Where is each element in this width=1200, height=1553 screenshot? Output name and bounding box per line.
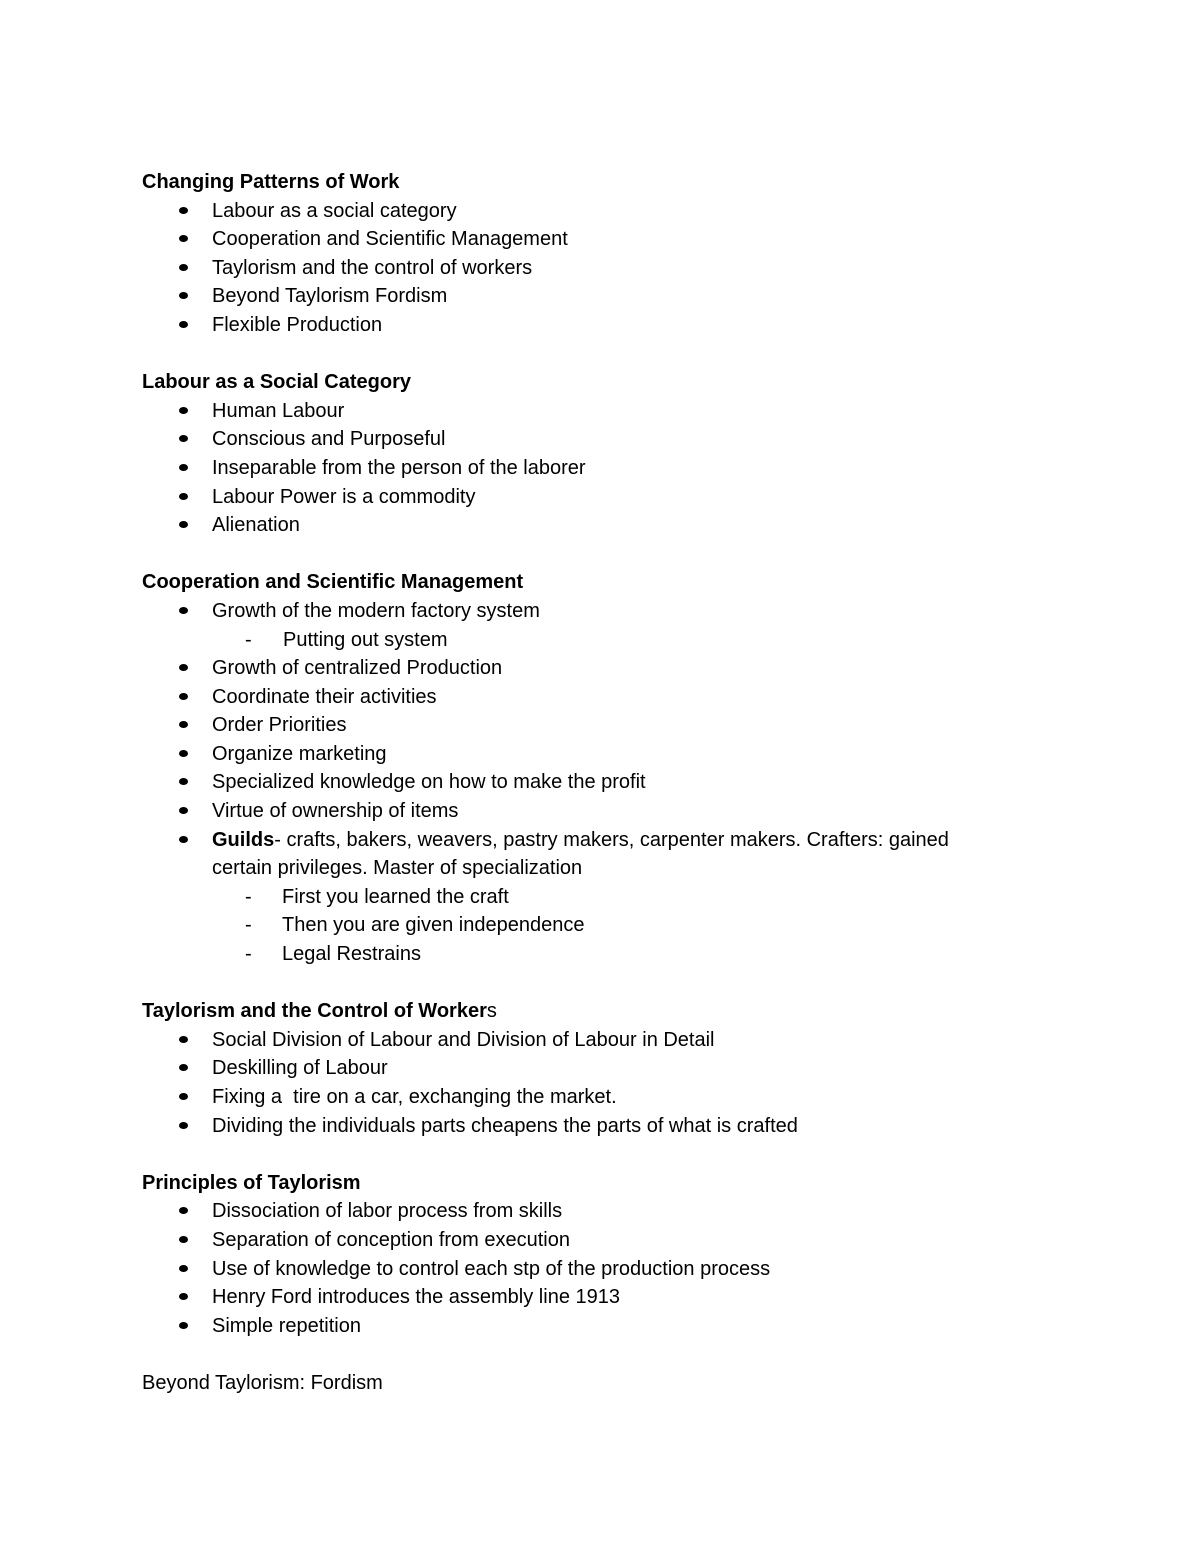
dash-icon: - — [245, 885, 252, 908]
bullet-icon — [179, 1293, 188, 1300]
dash-icon: - — [245, 943, 252, 966]
list-item: Labour as a social category — [142, 197, 1042, 226]
list-item: Inseparable from the person of the laborer — [142, 454, 1042, 483]
list-item: Conscious and Purposeful — [142, 425, 1042, 454]
bullet-icon — [179, 521, 188, 528]
sub-list-item: - Putting out system — [142, 626, 1042, 655]
bullet-icon — [179, 607, 188, 614]
section-heading-labour-social-category: Labour as a Social Category — [142, 371, 411, 394]
section-heading-principles-taylorism: Principles of Taylorism — [142, 1171, 361, 1194]
list-item: Labour Power is a commodity — [142, 483, 1042, 512]
list-item: Henry Ford introduces the assembly line 1913 — [142, 1283, 1042, 1312]
list-item: Growth of centralized Production — [142, 654, 1042, 683]
list-item: Growth of the modern factory system — [142, 597, 1042, 626]
list-item: Simple repetition — [142, 1312, 1042, 1341]
bullet-icon — [179, 1122, 188, 1129]
bullet-icon — [179, 836, 188, 843]
bullet-icon — [179, 407, 188, 414]
bullet-icon — [179, 235, 188, 242]
sub-list-item: - First you learned the craft — [142, 883, 1042, 912]
list-item: Use of knowledge to control each stp of the production process — [142, 1255, 1042, 1284]
list-item: Specialized knowledge on how to make the profit — [142, 768, 1042, 797]
section-heading-beyond-taylorism: Beyond Taylorism: Fordism — [142, 1371, 383, 1394]
section-heading-cooperation: Cooperation and Scientific Management — [142, 571, 524, 594]
list-item: Alienation — [142, 511, 1042, 540]
list-item: Taylorism and the control of workers — [142, 254, 1042, 283]
list-item: Coordinate their activities — [142, 683, 1042, 712]
bullet-icon — [179, 778, 188, 785]
bullet-list-labour-social-category — [142, 397, 1042, 540]
bullet-icon — [179, 1322, 188, 1329]
sub-list-item: - Then you are given independence — [142, 911, 1042, 940]
sub-list-guilds — [142, 883, 1042, 969]
bullet-icon — [179, 1207, 188, 1214]
list-item: Dividing the individuals parts cheapens the parts of what is crafted — [142, 1112, 1042, 1141]
list-item: Fixing a tire on a car, exchanging the market. — [142, 1083, 1042, 1112]
list-item-guilds: Guilds- crafts, bakers, weavers, pastry makers, carpenter makers. Crafters: gained certain privileges. Master of specialization — [142, 826, 1042, 883]
bullet-icon — [179, 292, 188, 299]
bullet-icon — [179, 321, 188, 328]
sub-list-item: - Legal Restrains — [142, 940, 1042, 969]
bullet-icon — [179, 693, 188, 700]
sub-list-putting-out — [142, 626, 1042, 655]
bullet-list-taylorism-control — [142, 1026, 1042, 1140]
bullet-icon — [179, 1236, 188, 1243]
bullet-icon — [179, 1093, 188, 1100]
section-heading-taylorism-control: Taylorism and the Control of Workers — [142, 1000, 497, 1023]
bullet-list-cooperation — [142, 597, 1042, 626]
bullet-icon — [179, 750, 188, 757]
list-item: Organize marketing — [142, 740, 1042, 769]
bullet-icon — [179, 721, 188, 728]
bullet-list-principles-taylorism — [142, 1197, 1042, 1340]
list-item: Deskilling of Labour — [142, 1054, 1042, 1083]
list-item: Beyond Taylorism Fordism — [142, 282, 1042, 311]
bullet-icon — [179, 207, 188, 214]
bullet-icon — [179, 1064, 188, 1071]
list-item: Virtue of ownership of items — [142, 797, 1042, 826]
bullet-icon — [179, 1265, 188, 1272]
bullet-list-changing-patterns — [142, 197, 1042, 340]
dash-icon: - — [245, 914, 252, 937]
section-heading-changing-patterns: Changing Patterns of Work — [142, 171, 400, 193]
bullet-icon — [179, 435, 188, 442]
dash-icon: - — [245, 628, 252, 651]
list-item: Separation of conception from execution — [142, 1226, 1042, 1255]
bullet-icon — [179, 807, 188, 814]
bullet-list-cooperation-rest — [142, 654, 1042, 883]
list-item: Order Priorities — [142, 711, 1042, 740]
bullet-icon — [179, 493, 188, 500]
list-item: Social Division of Labour and Division of Labour in Detail — [142, 1026, 1042, 1055]
list-item: Flexible Production — [142, 311, 1042, 340]
bullet-icon — [179, 464, 188, 471]
list-item: Human Labour — [142, 397, 1042, 426]
bullet-icon — [179, 664, 188, 671]
bullet-icon — [179, 264, 188, 271]
list-item: Dissociation of labor process from skills — [142, 1197, 1042, 1226]
guilds-term: Guilds — [212, 828, 275, 851]
bullet-icon — [179, 1036, 188, 1043]
document-page — [142, 168, 1042, 1398]
list-item: Cooperation and Scientific Management — [142, 225, 1042, 254]
